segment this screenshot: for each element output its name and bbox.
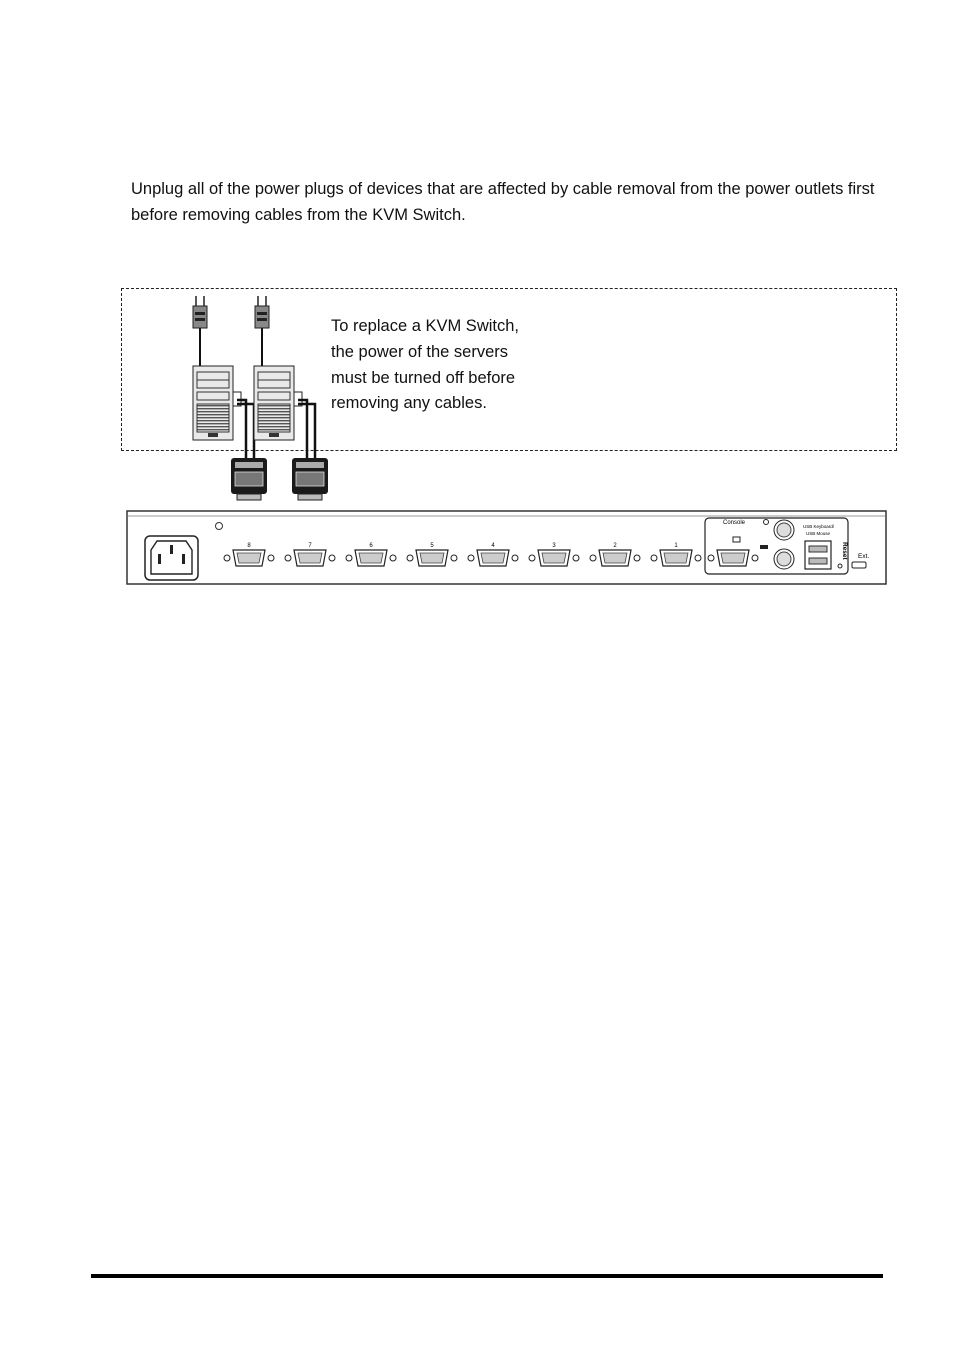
port-label: 3 [552,543,556,549]
kvm-rear-panel [127,511,886,584]
port-label: 1 [674,543,678,549]
kvm-illustration [0,0,954,620]
ext-label: Ext. [858,553,870,560]
server-unit [254,296,315,460]
power-plug-icon [193,296,207,368]
power-plug-icon [255,296,269,368]
usb-label: USB Mouse [806,531,831,536]
port-label: 7 [308,543,312,549]
console-label: Console [723,520,746,526]
vga-connector-icon [231,458,267,500]
callout-text: To replace a KVM Switch, the power of the servers must be turned off before removing any cables. [331,317,519,413]
port-label: 4 [491,543,495,549]
intro-paragraph: Unplug all of the power plugs of devices that are affected by cable removal from the power outlets first before removing cables from the KVM Switch. [131,180,875,224]
port-label: 2 [613,543,617,549]
reset-label: Reset [841,542,848,560]
port-label: 5 [430,543,434,549]
server-unit [193,296,254,460]
vga-connector-icon [292,458,328,500]
port-label: 8 [247,543,251,549]
usb-label: USB Keyboard/ [803,524,835,529]
port-label: 6 [369,543,373,549]
footer-rule [91,1274,883,1278]
